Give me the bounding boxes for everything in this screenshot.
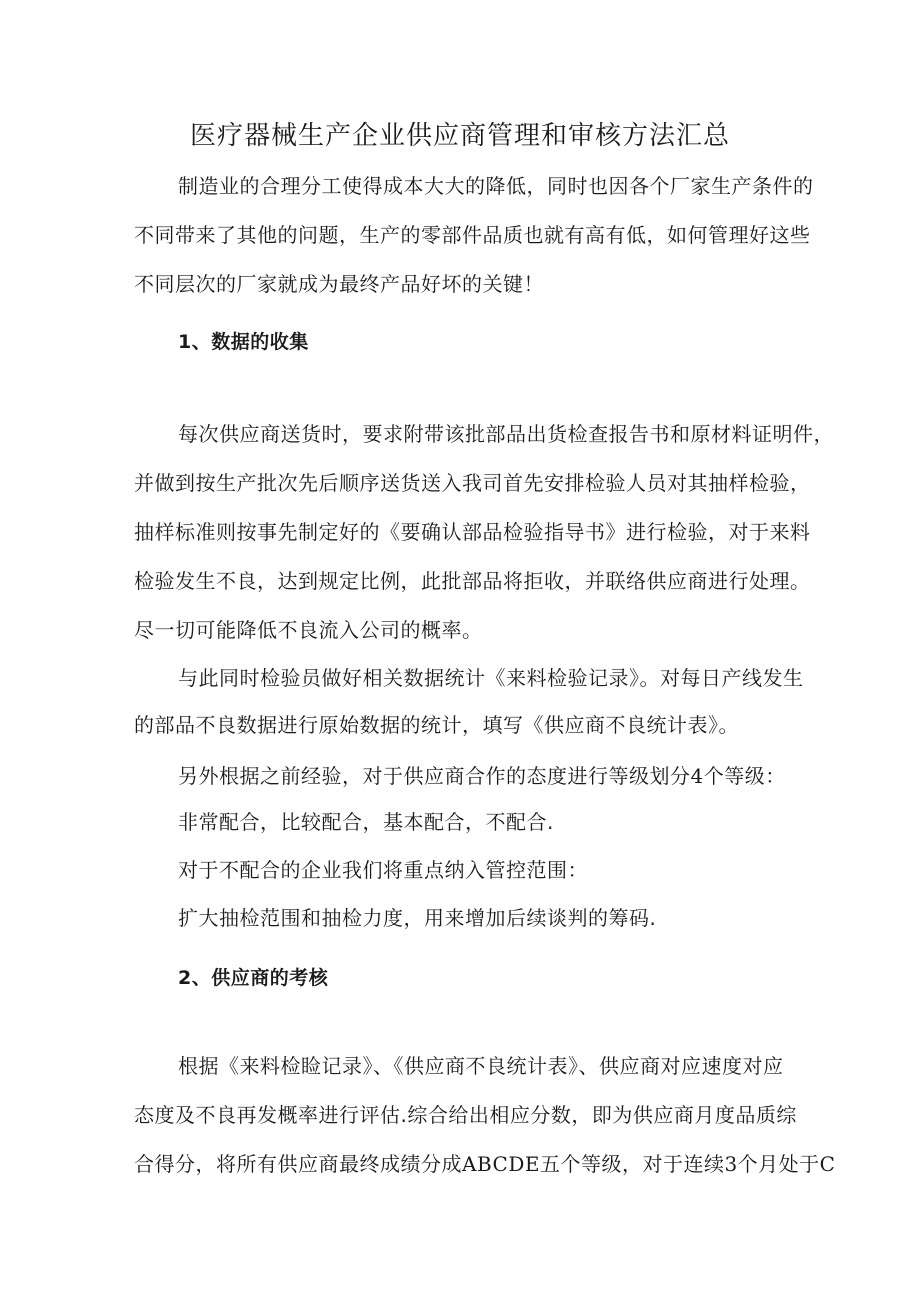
- intro-line-2: 不同带来了其他的问题，生产的零部件品质也就有高有低，如何管理好这些: [134, 223, 811, 247]
- s1-measures: 扩大抽检范围和抽检力度，用来增加后续谈判的筹码.: [178, 906, 657, 930]
- section-2-heading: 2、供应商的考核: [178, 967, 329, 989]
- document-title: 医疗器械生产企业供应商管理和审核方法汇总: [189, 121, 730, 151]
- s1-p1-line-1: 每次供应商送货时，要求附带该批部品出货检查报告书和原材料证明件，: [178, 422, 834, 446]
- s1-p4: 对于不配合的企业我们将重点纳入管控范围：: [178, 858, 588, 882]
- s2-p1-line-2: 态度及不良再发概率进行评估.综合给出相应分数，即为供应商月度品质综: [134, 1103, 797, 1127]
- s1-levels: 非常配合，比较配合，基本配合，不配合.: [178, 810, 554, 834]
- s2-p1-line-3: 合得分，将所有供应商最终成绩分成ABCDE五个等级，对于连续3个月处于C: [134, 1152, 836, 1176]
- section-1-heading: 1、数据的收集: [178, 331, 309, 353]
- s2-p1-line-1: 根据《来料检睑记录》、《供应商不良统计表》、供应商对应速度对应: [178, 1054, 784, 1078]
- s1-p1-line-3: 抽样标准则按事先制定好的《要确认部品检验指导书》进行检验，对于来料: [134, 520, 811, 544]
- s1-p1-line-2: 并做到按生产批次先后顺序送货送入我司首先安排检验人员对其抽样检验，: [134, 471, 811, 495]
- s1-p2-line-2: 的部品不良数据进行原始数据的统计，填写《供应商不良统计表》。: [134, 713, 739, 737]
- intro-line-1: 制造业的合理分工使得成本大大的降低，同时也因各个厂家生产条件的: [178, 174, 814, 198]
- s1-p1-line-5: 尽一切可能降低不良流入公司的概率。: [134, 618, 483, 642]
- s1-p3: 另外根据之前经验，对于供应商合作的态度进行等级划分4个等级：: [178, 764, 786, 788]
- intro-line-3: 不同层次的厂家就成为最终产品好坏的关键！: [134, 272, 544, 296]
- s1-p1-line-4: 检验发生不良，达到规定比例，此批部品将拒收，并联络供应商进行处理。: [134, 569, 811, 593]
- s1-p2-line-1: 与此同时检验员做好相关数据统计《来料检验记录》。对每日产线发生: [178, 666, 804, 690]
